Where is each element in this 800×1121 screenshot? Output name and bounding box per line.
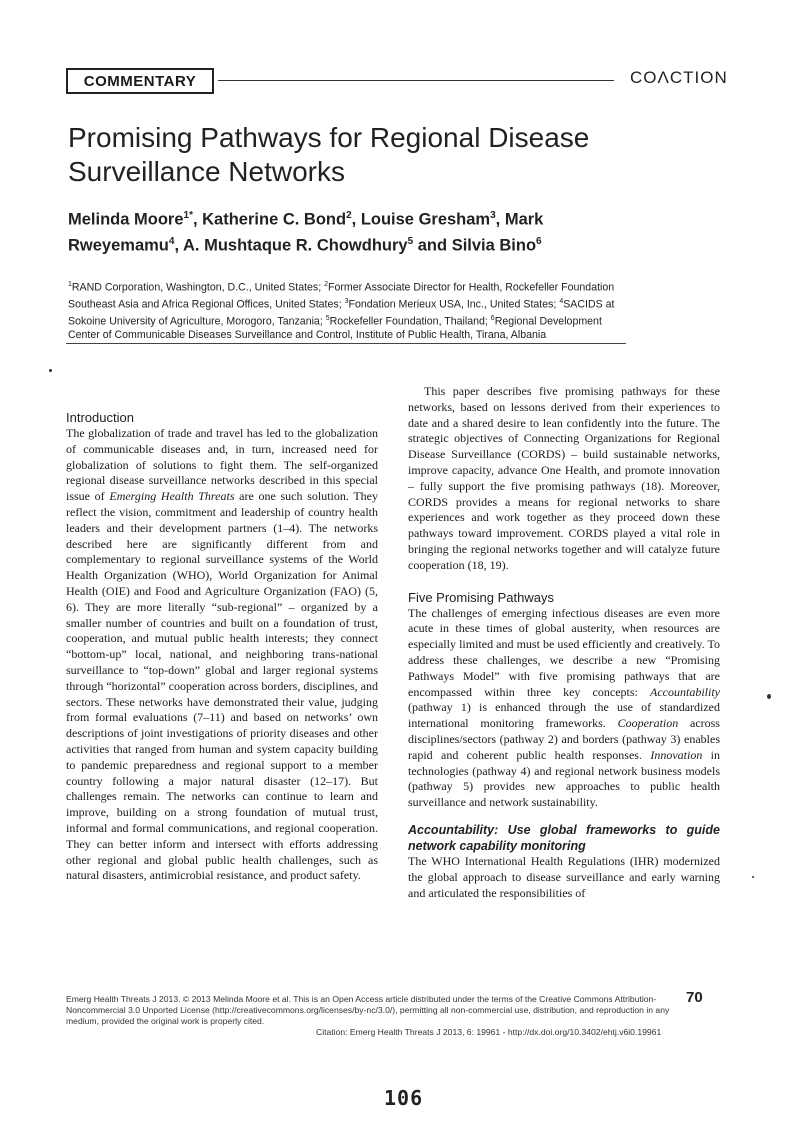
affiliation-text: Former Associate Director for Health, Rockefeller Foundation Southeast Asia and Africa Regional Offices, United States; [68, 281, 615, 311]
author-separator: , [495, 210, 505, 229]
overview-paragraph: This paper describes five promising pathways for these networks, based on lessons derived from their experiences to date and a shared desire to lean confidently into the future. The strategic objectives of Connecting Organizations for Regional Disease Surveillance (CORDS) – build sustainable networks, improve capacity, advance One Health, and promote innovation – fully support the five promising pathways (18). Moreover, CORDS provides a means for regional networks to share experiences and work together as they proceed down these pathways toward improvement. CORDS played a vital role in bringing the regional networks together and will catalyze future cooperation (18, 19). [408, 384, 720, 572]
affiliation-text: SACIDS at Sokoine University of Agriculture, Morogoro, Tanzania; [68, 298, 615, 328]
body-text: (pathway 1) is enhanced through the use of standardized international monitoring frameworks. [408, 700, 720, 731]
subsection-heading-accountability: Accountability: Use global frameworks to guide network capability monitoring [408, 822, 720, 853]
license-text: Emerg Health Threats J 2013. © 2013 Melinda Moore et al. This is an Open Access article distributed under the terms of the Creative Commons Attribution-Noncommercial 3.0 Unported License (http://creativecommons.org/licenses/by-nc/3.0/), permitting all non-commercial use, distribution, and reproduction in any medium, provided the original work is properly cited. [66, 994, 670, 1026]
affiliation-text: Rockefeller Foundation, Thailand; [329, 315, 491, 328]
left-column [66, 410, 378, 884]
affiliations [68, 278, 630, 343]
body-text: across disciplines/sectors (pathway 2) and borders (pathway 3) enables rapid and coherent public health responses. [408, 716, 720, 762]
right-column [408, 384, 720, 901]
author-superscript: 6 [536, 235, 542, 247]
journal-name: Emerging Health Threats [109, 489, 235, 504]
affiliation-superscript: 1 [68, 281, 72, 288]
author-name: Katherine C. Bond [202, 210, 347, 229]
affiliation-text: RAND Corporation, Washington, D.C., United States; [71, 281, 325, 294]
author-superscript: 4 [168, 235, 175, 247]
key-term: Cooperation [617, 716, 679, 731]
publisher-logo: COΛCTION [630, 68, 728, 87]
author-name: Melinda Moore [68, 210, 184, 229]
body-text: are one such solution. They reflect the vision, commitment and leadership of country health leaders and their development partners (1–4). The networks described here are significantly different from and complementary to regional surveillance systems of the World Health Organization (WHO), World Organization for Animal Health (OIE) and Food and Agriculture Organization (FAO) (5, 6). They are more literally “sub-regional” – organized by a smaller number of countries and built on a foundation of trust, cooperation, and mutual public health interests; they connect “bottom-up” local, national, and neighboring trans-national surveillance to “top-down” global and larger regional systems through “horizontal” cooperation across borders, disciplines, and sectors. These networks have demonstrated their value, judging from formal evaluations (7–11) and based on networks’ own descriptions of joint investigations of priority diseases and other activities that ranged from human and system capacity building to pandemic preparedness and regional support to a member country following a major natural disaster (12–17). But challenges remain. The networks can continue to learn and improve, building on a strong foundation of mutual trust, informal and formal communications, and regional cooperation. They can better inform and intersect with efforts addressing other regional and global public health challenges, such as natural disasters, antimicrobial resistance, and product safety. [66, 489, 378, 883]
author-superscript: 3 [490, 210, 496, 221]
affiliation-superscript: 3 [344, 298, 349, 306]
affiliation-text: Regional Development Center of Communicable Diseases Surveillance and Control, Institute of Public Health, Tirana, Albania [68, 315, 602, 342]
affiliation-superscript: 4 [559, 298, 564, 306]
accountability-paragraph: The WHO International Health Regulations (IHR) modernized the global approach to disease surveillance and early warning and articulated the responsibilities of [408, 853, 720, 900]
author-superscript: 2 [346, 210, 352, 221]
body-text: The globalization of trade and travel has led to the globalization of communicable diseases and, in turn, increased need for globalization of solutions to fight them. The self-organized regional disease surveillance networks described in this special issue of [66, 426, 378, 504]
author-name: Mark Rweyemamu [68, 210, 544, 254]
affiliation-text: Fondation Merieux USA, Inc., United States; [348, 298, 560, 311]
author-separator: , [192, 210, 203, 229]
body-text: The challenges of emerging infectious diseases are even more acute in these times of global austerity, when resources are especially limited and must be used efficiently and creatively. To address these challenges, we describe a new “Promising Pathways Model” with five promising pathways that are encompassed within three key concepts: [408, 605, 720, 699]
author-separator: , [174, 236, 184, 254]
author-conjunction: and [413, 236, 452, 254]
scan-speck [767, 694, 771, 699]
section-heading-introduction: Introduction [66, 410, 134, 425]
scan-speck [49, 369, 52, 372]
affiliation-superscript: 2 [324, 281, 329, 288]
section-heading-five-pathways: Five Promising Pathways [408, 589, 554, 605]
author-name: Silvia Bino [451, 236, 537, 254]
introduction-paragraph [66, 426, 378, 884]
license-footer [66, 994, 678, 1038]
section-label: COMMENTARY [66, 68, 214, 94]
author-superscript: 5 [407, 235, 414, 247]
header-rule [218, 80, 614, 81]
author-superscript: 1* [183, 210, 193, 221]
affiliation-superscript: 6 [490, 315, 495, 323]
body-text: in technologies (pathway 4) and regional network business models (pathway 5) provides new approaches to public health surveillance and network sustainability. [408, 747, 721, 810]
citation-text: Citation: Emerg Health Threats J 2013, 6: 19961 - http://dx.doi.org/10.3402/ehtj.v6i0.19961 [316, 1027, 662, 1037]
affiliation-superscript: 5 [325, 315, 330, 323]
pathways-paragraph [408, 606, 720, 811]
author-name: Louise Gresham [360, 210, 491, 229]
key-term: Accountability [650, 684, 720, 699]
author-name: A. Mushtaque R. Chowdhury [183, 236, 408, 254]
author-separator: , [351, 210, 361, 229]
page-number: 106 [384, 1086, 424, 1110]
author-list [68, 205, 628, 256]
affiliation-rule [66, 343, 626, 344]
issue-number: 70 [686, 989, 703, 1006]
scan-speck [752, 876, 754, 878]
article-title: Promising Pathways for Regional Disease Surveillance Networks [68, 122, 590, 187]
key-term: Innovation [650, 747, 703, 762]
